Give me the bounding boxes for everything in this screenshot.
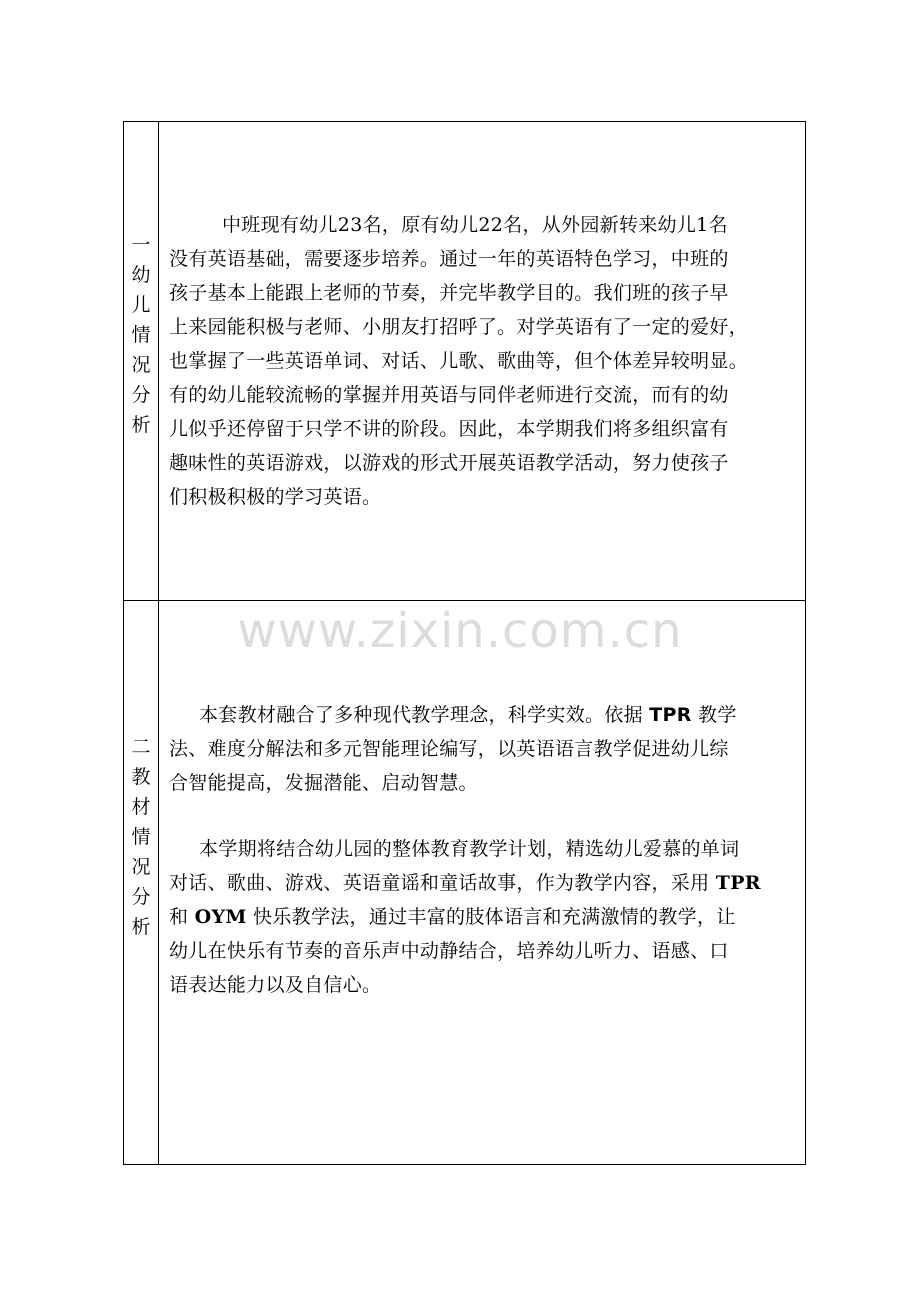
label-char: 二 [131,736,151,758]
text-line: 趣味性的英语游戏，以游戏的形式开展英语教学活动，努力使孩子 [169,452,729,474]
term-oym: OYM [194,906,247,928]
section-2-label [124,732,158,942]
label-char: 析 [131,916,151,938]
label-char: 分 [131,886,151,908]
text-line [169,698,809,732]
text-line: 合智能提高，发掘潜能、启动智慧。 [169,772,478,794]
text-line: 法、难度分解法和多元智能理论编写，以英语语言教学促进幼儿综 [169,738,729,760]
text-line: 本学期将结合幼儿园的整体教育教学计划，精选幼儿爱慕的单词 [199,838,740,860]
watermark: www.zixin.com.cn [237,603,683,659]
text-line: 也掌握了一些英语单词、对话、儿歌、歌曲等，但个体差异较明显。 [169,350,749,372]
label-char: 情 [131,324,151,346]
section-2-paragraph-2 [169,832,809,1002]
row-divider [124,600,805,601]
term-tpr: TPR [715,872,761,894]
text-line [169,900,809,934]
term-tpr: TPR [649,704,692,726]
text-run: 快乐教学法，通过丰富的肢体语言和充满激情的教学，让 [253,906,736,928]
label-char: 析 [131,414,151,436]
label-char: 教 [131,766,151,788]
label-char: 材 [131,796,151,818]
text-run: 对话、歌曲、游戏、英语童谣和童话故事，作为教学内容，采用 [169,872,710,894]
label-char: 一 [131,234,151,256]
text-line: 有的幼儿能较流畅的掌握并用英语与同伴老师进行交流，而有的幼 [169,384,729,406]
text-line: 们积极积极的学习英语。 [169,486,382,508]
text-line: 儿似乎还停留于只学不讲的阶段。因此，本学期我们将多组织富有 [169,418,729,440]
text-line: 没有英语基础，需要逐步培养。通过一年的英语特色学习，中班的 [169,248,729,270]
label-char: 情 [131,826,151,848]
text-line: 中班现有幼儿23名，原有幼儿22名，从外园新转来幼儿1名 [222,214,728,236]
text-line: 语表达能力以及自信心。 [169,974,382,996]
label-char: 况 [131,354,151,376]
text-line [169,866,809,900]
label-char: 幼 [131,264,151,286]
text-line: 幼儿在快乐有节奏的音乐声中动静结合，培养幼儿听力、语感、口 [169,940,729,962]
section-1-label [124,230,158,440]
label-char: 况 [131,856,151,878]
label-char: 分 [131,384,151,406]
text-line: 孩子基本上能跟上老师的节奏，并完毕教学目的。我们班的孩子早 [169,282,729,304]
text-run: 本套教材融合了多种现代教学理念，科学实效。依据 [199,704,643,726]
text-run: 教学 [698,704,737,726]
label-char: 儿 [131,294,151,316]
section-2-paragraph-1 [169,698,809,800]
text-run: 和 [169,906,189,928]
text-line: 上来园能积极与老师、小朋友打招呼了。对学英语有了一定的爱好， [169,316,749,338]
section-1-paragraph [169,208,809,514]
